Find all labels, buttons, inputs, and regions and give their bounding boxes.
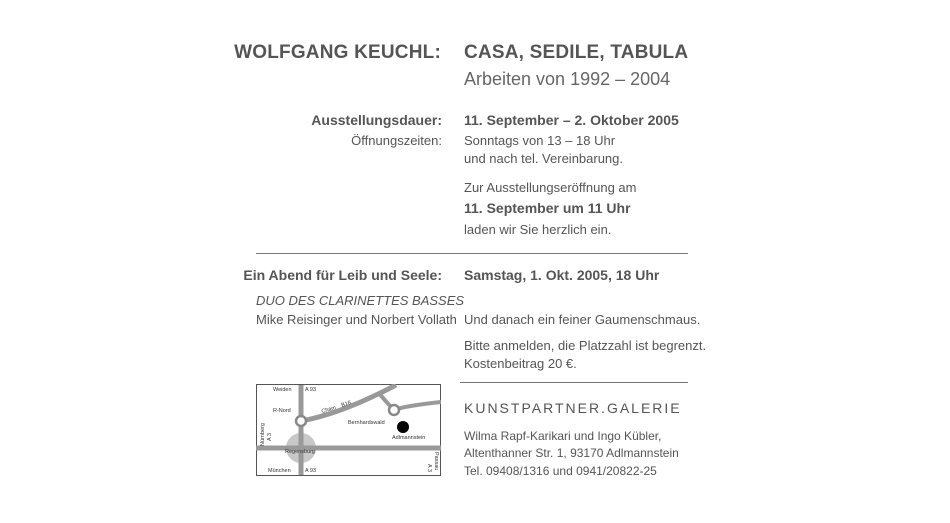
label-a93-bottom: A 93 [305,468,317,474]
gallery-name: KUNSTPARTNER.GALERIE [464,400,682,416]
evening-label: Ein Abend für Leib und Seele: [243,267,442,283]
duration-value: 11. September – 2. Oktober 2005 [464,112,679,128]
label-a3-left: A 3 [267,433,273,441]
label-weiden: Weiden [273,387,292,393]
label-passau: Passau [433,452,439,471]
hours-line-2: und nach tel. Vereinbarung. [464,151,624,166]
exhibition-subtitle: Arbeiten von 1992 – 2004 [464,69,671,89]
label-a93-top: A 93 [305,387,317,393]
label-rnord: R-Nord [273,408,291,414]
divider-bottom [460,382,688,383]
label-regensburg: Regensburg [285,449,315,455]
opening-line-2: 11. September um 11 Uhr [464,200,631,216]
exhibition-title: CASA, SEDILE, TABULA [464,42,689,63]
label-adlmannstein: Adlmannstein [392,435,426,441]
opening-line-1: Zur Ausstellungseröffnung am [464,180,637,195]
hours-label: Öffnungszeiten: [351,133,442,148]
dinner-note: Und danach ein feiner Gaumenschmaus. [464,312,701,327]
divider-top [256,253,688,254]
location-map [256,384,441,476]
label-a3-right: A 3 [426,464,432,472]
artist-name: WOLFGANG KEUCHL: [234,42,441,63]
junction-bernhardswald [389,405,399,415]
map-frame [257,385,441,476]
registration-note: Bitte anmelden, die Platzzahl ist begrenzt. [464,338,707,353]
band-name: DUO DES CLARINETTES BASSES [256,293,465,308]
evening-date: Samstag, 1. Okt. 2005, 18 Uhr [464,267,660,283]
label-cham: Cham [320,405,337,415]
adlmannstein-marker [397,421,409,433]
label-muenchen: München [268,468,291,474]
label-bernhardswald: Bernhardswald [348,420,385,426]
duration-label: Ausstellungsdauer: [311,112,442,128]
opening-line-3: laden wir Sie herzlich ein. [464,222,612,237]
junction-rnord [296,416,306,426]
label-nuernberg: Nürnberg [260,423,266,446]
label-b16: B16 [340,399,352,409]
fee-note: Kostenbeitrag 20 €. [464,356,577,371]
gallery-owners: Wilma Rapf-Karikari und Ingo Kübler, [464,429,662,443]
gallery-address: Altenthanner Str. 1, 93170 Adlmannstein [464,446,679,460]
musicians: Mike Reisinger und Norbert Vollath [256,312,457,327]
hours-line-1: Sonntags von 13 – 18 Uhr [464,133,616,148]
gallery-phone: Tel. 09408/1316 und 0941/20822-25 [464,464,657,478]
